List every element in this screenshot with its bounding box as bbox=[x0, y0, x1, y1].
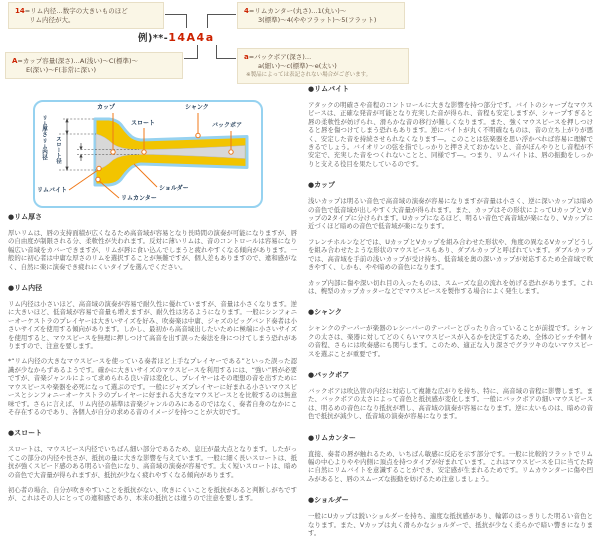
diagram-label-shank: シャンク bbox=[185, 104, 209, 111]
section-paragraph: アタックの明確さや音程のコントロールに大きな影響を持つ部分です。バイトのシャープなマウスピースは、正確な発音が可能となり充実した音が得られ、音程も安定しますが、シャープすぎると唇の柔軟性が妨げられ、滑らかな音の移行が難しくなります。また、強くマウスピースを押しつけると唇を傷つけてしまう恐れもあります。逆にバイトが丸く不明確なものは、音の立ち上がりが悪く、安定した音を持続させられなくなります―。このことは弦楽器を思い浮かべれば容易に理解できるでしょう。バイオリンの弦を指でしっかりと押さえておかないと、音がぼんやりとし音程が不安定で、充実した音をつくれないことと、同様です―。つまり、リムバイトは、唇の振動をしっかりと支える役目を果たしているのです。 bbox=[308, 101, 593, 168]
section-paragraph: *“リム内径の大きなマウスピースを使っている奏者ほど上手なプレイヤーである”といった誤った認識が少なからずあるようです。確かに大きいサイズのマウスピースを利用するには、“強い”唇が必要ですが、音楽ジャンルによって求められる良い音は変化し、プレイヤーはその理想の音を出すためにマウスピースや楽器を必死になって選ぶのです。一般にジャズプレイヤーに好まれる小さいマウスピースとシンフォニーオーケストラのプレイヤーに好まれる大きなマウスピースとを比較するのは無意味です。さらに言えば、リム内径の基準は音楽ジャンルのみにあるのではなく、奏者自身のなかにこそ存在するのであり、各個人が自分の求める音のイメージを持つことが大切です。 bbox=[8, 357, 297, 416]
diagram-label-rim-bite: リムバイト bbox=[37, 187, 68, 194]
mouthpiece-drawing bbox=[35, 102, 261, 206]
section-paragraph: スロートは、マウスピース内径でいちばん細い部分であるため、息圧が最大点となります。したがってこの部分の内径や長さが、抵抗の量に大きな影響を与えています。一般に細く長いスロートは、抵抗が強くスピード感のある明るい音色になり、高音域の演奏が容易です。太く短いスロートは、暗めの音色で大音量が得られますが、抵抗が少なく疲れやすくなる傾向があります。 bbox=[8, 445, 297, 479]
formula-box-cup-volume bbox=[5, 52, 183, 79]
section-paragraph: シャンクのテーパーが楽器のレシーバーのテーパーとぴったり合っていることが前提です。シャンクの太さは、楽器に対してどのくらいマウスピースが入るかを決定するため、全体のピッチや個々の音程、さらには吹奏感にも関与します。このため、適正な入り深さでグラツキのないマウスピースを選ぶことが重要です。 bbox=[308, 324, 593, 358]
formula-line1: =カップ容量(深さ)…A(浅い)〜C(標準)〜 bbox=[17, 57, 139, 65]
formula-example bbox=[138, 30, 215, 44]
diagram-label-shoulder: ショルダー bbox=[159, 185, 189, 192]
diagram-label-backbore: バックボア bbox=[212, 122, 243, 129]
section-heading-shoulder: ●ショルダー bbox=[308, 496, 349, 505]
diagram-label-rim-inner-diameter: リム内径 bbox=[41, 138, 47, 160]
mouthpiece-cross-section-diagram bbox=[33, 100, 263, 208]
section-heading-throat: ●スロート bbox=[8, 429, 43, 438]
measurement-arrows bbox=[66, 119, 82, 170]
connector-line bbox=[184, 45, 198, 59]
left-column bbox=[8, 212, 297, 510]
formula-key: A bbox=[12, 57, 18, 65]
section-paragraph: リム内径は小さいほど、高音域の演奏が容易で耐久性に優れていますが、音量は小さくなります。逆に大きいほど、低音域が容易で音量も増えますが、耐久性は劣るようになります。一般にシンフォニーオーケストラのプレイヤーは大きいサイズを好み、吹奏楽は中庸、ジャズのビッグバンド奏者は小さいサイズを使用する傾向があります。しかし、最初から高音域出したいために極端に小さいサイズを使用すると、マウスピースを無理に押しつけて高音を出す誤った奏法を身につけてしまう恐れがありますので、注意を要します。 bbox=[8, 300, 297, 351]
connector-line bbox=[216, 45, 236, 59]
diagram-label-rim-contour: リムカンター bbox=[121, 195, 157, 202]
section-paragraph: 厚いリムは、唇の支持面積が広くなるため高音域が容易となり長時間の演奏が可能になりますが、唇の自由度が制限される分、柔軟性が失われます。反対に薄いリムは、音のコントロールは容易になり幅広い音域をカバーできますが、リムが唇に食い込んでしまうと疲れやすくなる傾向があります。一般的に初心者は中庸な厚さのリムを選択することが無難ですが、個人差もありますので、違和感がなく、自然に楽に演奏でき疲れにくいタイプを選んでください。 bbox=[8, 229, 297, 271]
formula-key: 4 bbox=[244, 7, 249, 15]
formula-line1: =リム内径…数字の大きいものほど bbox=[24, 7, 128, 15]
section-paragraph: フレンチホルンなどでは、UカップとVカップを組み合わせた形状や、角度の異なるVカップどうしを組み合わせたような形状のマウスピースもあり、ダブルカップと呼ばれています。ダブルカップでは、高音域を手前の浅いカップが受け持ち、低音域を奥の深いカップが対応するため全音域で吹きやすく、しかも、やや暗めの音色になります。 bbox=[308, 237, 593, 272]
section-paragraph: 浅いカップは明るい音色で高音域の演奏が容易になりますが音量は小さく、逆に深いカップは暗めの音色で低音域が出しやすく大音量が得られます。また、カップはその形状によってUカップとVカップの2タイプに分けられます。Uカップになるほど、明るい音色で高音域が楽になり、Vカップに近づくほど暗めの音色で低音域が楽になります。 bbox=[308, 197, 593, 231]
formula-key: 14 bbox=[15, 7, 25, 15]
section-heading-rim-bite: ●リムバイト bbox=[308, 85, 350, 93]
section-heading-shank: ●シャンク bbox=[308, 308, 342, 317]
formula-box-rim-contour bbox=[237, 2, 405, 29]
formula-key: a bbox=[244, 53, 249, 61]
section-paragraph: 初心者の場合、自分が吹きやすいことを抵抗がない、吹きにくいことを抵抗があると判断しがちですが、これはその人にとっての違和感であり、本来の抵抗とは違うので注意を要します。 bbox=[8, 485, 297, 503]
formula-example-code: 14A4a bbox=[168, 31, 215, 44]
section-paragraph: バックボアは吹込管の内径に対応して複雑な広がりを持ち、特に、高音域の音程に影響します。また、バックボアの太さによって音色と抵抗感が変化します。一般にバックボアの細いマウスピースは、明るめの音色になり抵抗が増し、高音域の演奏が容易になります。逆に太いものは、暗めの音色で抵抗が減少し、低音域の演奏が容易になります。 bbox=[308, 386, 593, 421]
formula-line1: =リムカンター(丸さ)…1(丸い)〜 bbox=[248, 7, 347, 15]
section-heading-rim-contour: ●リムカンター bbox=[308, 433, 356, 442]
diagram-label-throat-diameter: スロート径 bbox=[55, 136, 61, 164]
formula-box-rim-diameter bbox=[8, 2, 164, 29]
diagram-label-throat: スロート bbox=[131, 120, 156, 127]
formula-line1: =バックボア(深さ)… bbox=[248, 53, 312, 61]
section-paragraph: 一般にUカップは鋭いショルダーを持ち、適度な抵抗感があり、輪郭のはっきりした明るい音色となります。また、Vカップは丸く滑らかなショルダーで、抵抗が少なく柔らかで暗い響きになります。 bbox=[308, 512, 593, 537]
formula-line2: 3(標準)〜4(ややフラット)〜5(フラット) bbox=[258, 16, 377, 24]
section-paragraph: カップ内部に傷や深い切れ目の入ったものは、スムーズな息の流れを妨げる恐れがあります。これは、椀型のカップカッターなどでマウスピースを製作する場合によく発生します。 bbox=[308, 278, 593, 295]
section-paragraph: 直接、奏者の唇が触れるため、いちばん敏感に反応を示す部分です。一般に比較的フラットでリム幅の中心よりやや内側に頂点を持つタイプが好まれています。これはマウスピースを口に当てた時に自然にリムバイトを意識することができ、安定感が生まれるためです。リムカウンターに傷や凹みがあると、唇のスムーズな振動を妨げるため注意しましょう。 bbox=[308, 449, 593, 483]
right-column bbox=[308, 84, 593, 544]
section-heading-rim-inner-diameter: ●リム内径 bbox=[8, 284, 43, 293]
formula-line2: リム内径が大。 bbox=[29, 16, 75, 24]
connector-line bbox=[207, 14, 236, 28]
section-heading-rim-thickness: ●リム厚さ bbox=[8, 213, 43, 221]
formula-box-backbore bbox=[237, 48, 409, 84]
section-heading-cup: ●カップ bbox=[308, 181, 336, 190]
connector-line bbox=[165, 14, 187, 28]
formula-note: ※製品によっては表記されない場合がございます。 bbox=[246, 72, 372, 78]
diagram-label-rim-thickness: リム厚さ bbox=[41, 115, 47, 137]
formula-line2: a(細い)〜c(標準)〜e(太い) bbox=[258, 62, 337, 70]
diagram-label-cup: カップ bbox=[97, 104, 115, 111]
formula-line2: E(深い)〜F(非常に深い) bbox=[26, 66, 96, 74]
section-heading-backbore: ●バックボア bbox=[308, 370, 350, 379]
formula-example-prefix: 例)**- bbox=[138, 33, 169, 44]
